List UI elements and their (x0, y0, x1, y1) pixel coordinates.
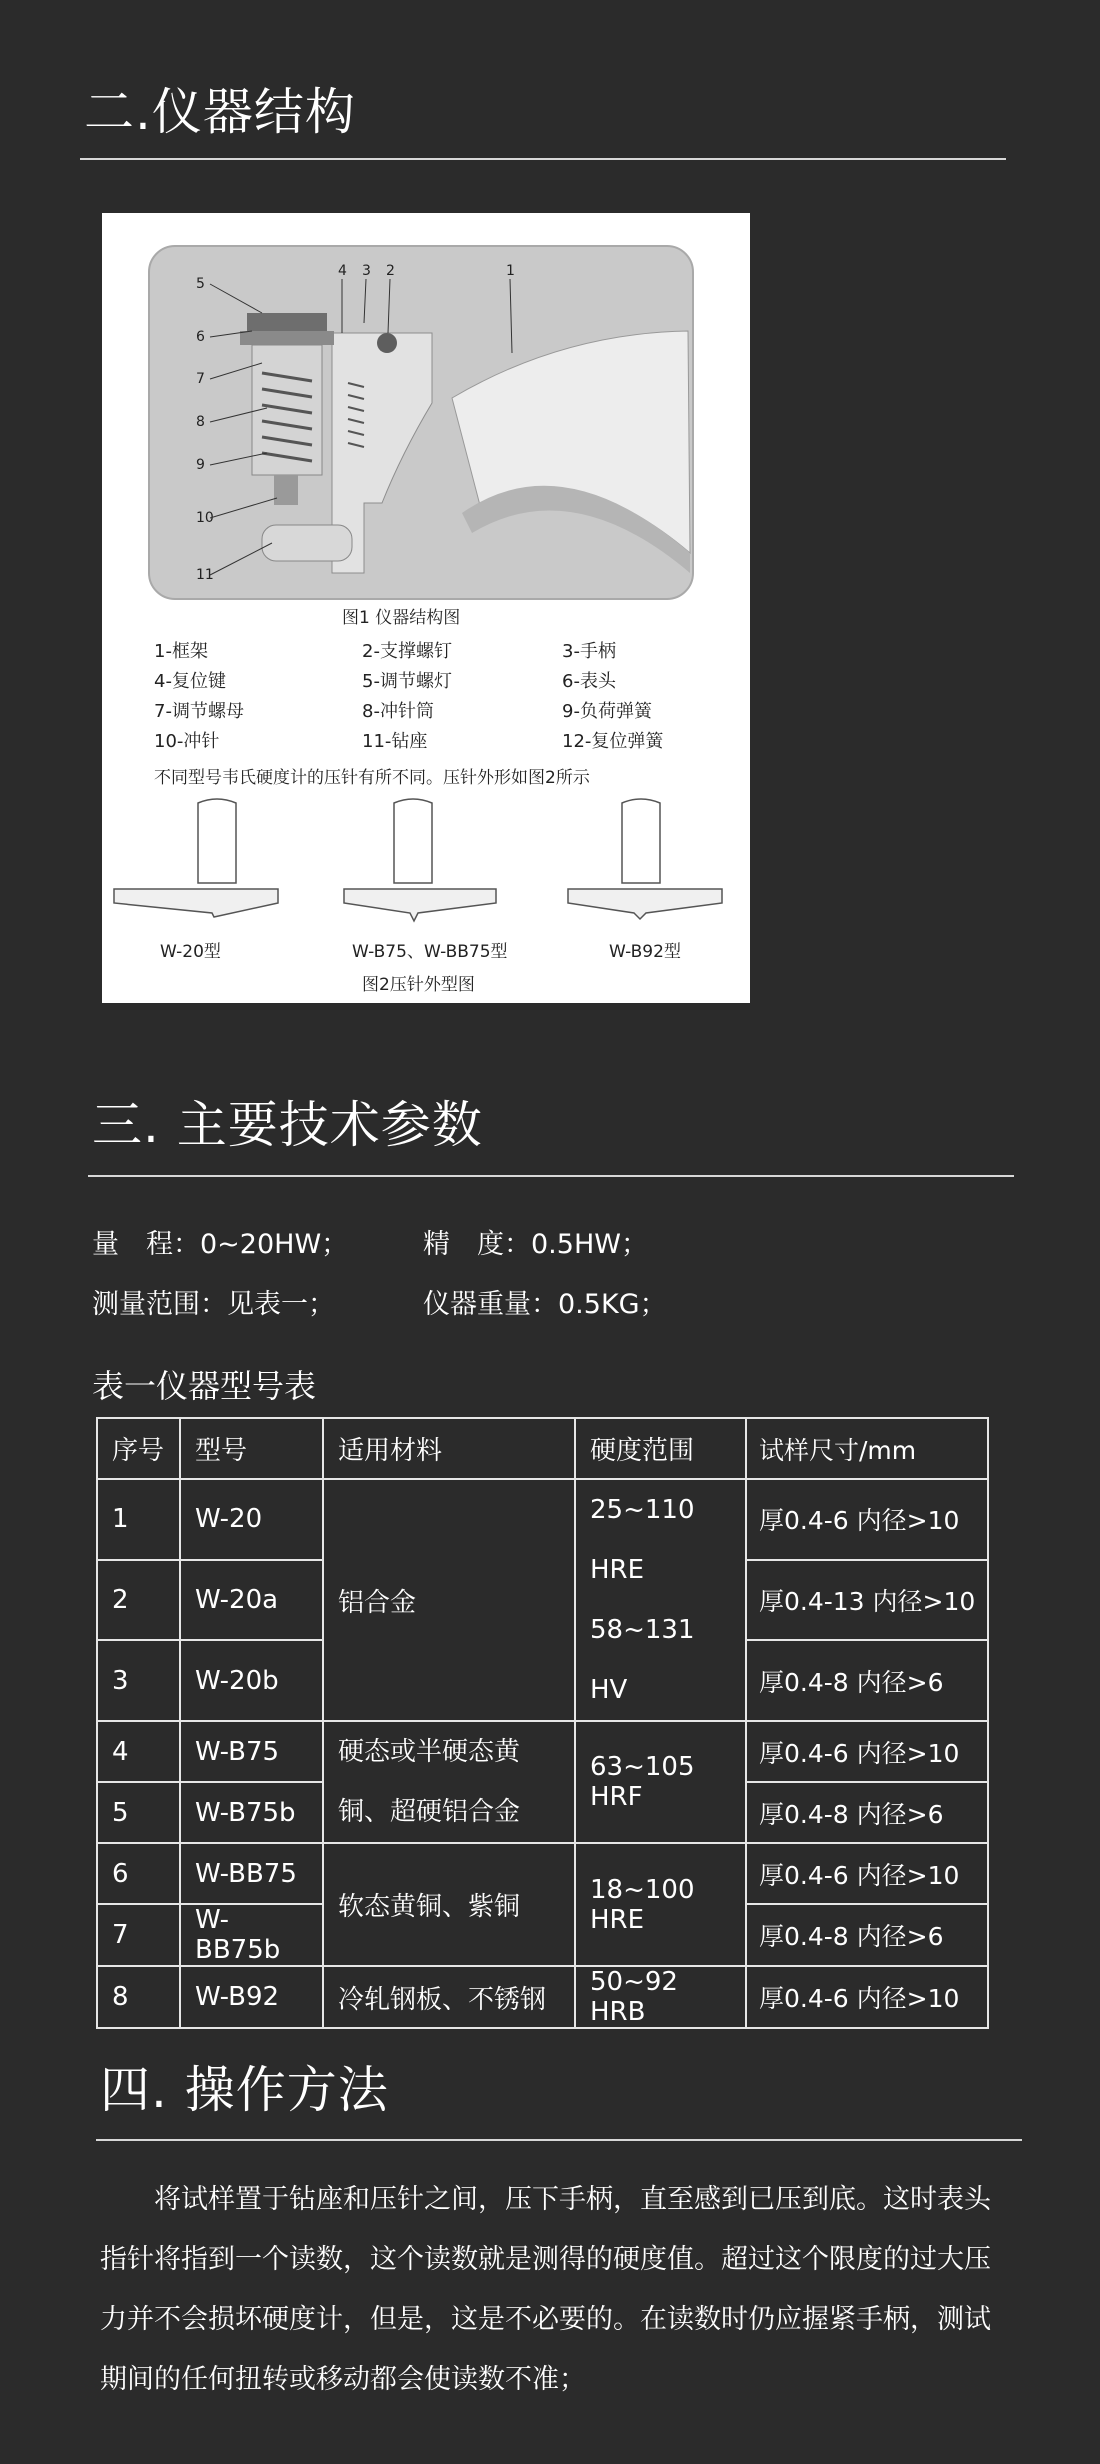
row-id: 1 (97, 1479, 180, 1560)
section-divider (96, 2139, 1022, 2141)
row-size: 厚0.4-8 内径>6 (746, 1782, 988, 1843)
material-line: 硬态或半硬态黄 (338, 1737, 521, 1767)
spec-precision: 精 度：0.5HW； (423, 1229, 648, 1260)
table-row (97, 1479, 988, 1560)
row-size: 厚0.4-8 内径>6 (746, 1904, 988, 1966)
head-cap (247, 313, 327, 331)
part-2: 2-支撑螺钉 (362, 641, 452, 662)
part-8: 8-冲针筒 (362, 701, 434, 722)
section-title-specs: 三. 主要技术参数 (92, 1096, 483, 1154)
table-title: 表一仪器型号表 (92, 1367, 317, 1405)
row-size: 厚0.4-6 内径>10 (746, 1721, 988, 1782)
row-id: 3 (97, 1640, 180, 1721)
row-hardness: 63~105 HRF (575, 1721, 746, 1843)
part-6: 6-表头 (562, 671, 616, 692)
row-size: 厚0.4-13 内径>10 (746, 1560, 988, 1641)
row-id: 6 (97, 1843, 180, 1904)
row-model: W-B75b (180, 1782, 323, 1843)
figure1-caption: 图1 仪器结构图 (342, 608, 461, 628)
figure2-caption: 图2压针外型图 (362, 975, 475, 995)
table-header: 型号 (180, 1418, 323, 1479)
callout-3: 3 (362, 263, 371, 279)
row-size: 厚0.4-8 内径>6 (746, 1640, 988, 1721)
row-hardness: 50~92 HRB (575, 1966, 746, 2028)
part-10: 10-冲针 (154, 731, 220, 752)
row-size: 厚0.4-6 内径>10 (746, 1843, 988, 1904)
row-hardness: 18~100 HRE (575, 1843, 746, 1966)
row-id: 8 (97, 1966, 180, 2028)
spec-weight: 仪器重量：0.5KG； (423, 1289, 667, 1320)
row-material (323, 1721, 575, 1843)
row-material: 软态黄铜、紫铜 (323, 1843, 575, 1966)
part-7: 7-调节螺母 (154, 701, 244, 722)
part-3: 3-手柄 (562, 641, 616, 662)
row-id: 5 (97, 1782, 180, 1843)
callout-7: 7 (196, 371, 205, 387)
table-row (97, 1966, 988, 2028)
needle-shapes (114, 799, 722, 921)
table-header: 试样尺寸/mm (746, 1418, 988, 1479)
row-hardness (575, 1479, 746, 1721)
callout-2: 2 (386, 263, 395, 279)
structure-diagram (102, 213, 750, 1003)
callout-10: 10 (196, 510, 214, 526)
indenter (274, 475, 298, 505)
section-divider (80, 158, 1006, 160)
table-header: 硬度范围 (575, 1418, 746, 1479)
callout-11: 11 (196, 567, 214, 583)
part-5: 5-调节螺灯 (362, 671, 452, 692)
part-1: 1-框架 (154, 641, 208, 662)
support-screw (377, 333, 397, 353)
row-model: W-BB75 (180, 1843, 323, 1904)
operation-paragraph: 将试样置于钻座和压针之间，压下手柄，直至感到已压到底。这时表头指针将指到一个读数，这个读数就是测得的硬度值。超过这个限度的过大压力并不会损坏硬度计，但是，这是不必要的。在读数时仍应握紧手柄，测试期间的任何扭转或移动都会使读数不准； (100, 2184, 991, 2395)
part-9: 9-负荷弹簧 (562, 701, 652, 722)
table-header: 适用材料 (323, 1418, 575, 1479)
row-size: 厚0.4-6 内径>10 (746, 1479, 988, 1560)
callout-4: 4 (338, 263, 347, 279)
part-12: 12-复位弹簧 (562, 731, 664, 752)
row-model: W-B75 (180, 1721, 323, 1782)
row-material: 冷轧钢板、不锈钢 (323, 1966, 575, 2028)
hardness-line: 58~131 HV (590, 1615, 695, 1705)
section-title-structure: 二.仪器结构 (84, 83, 356, 141)
spec-range: 量 程：0~20HW； (92, 1229, 349, 1260)
part-4: 4-复位键 (154, 671, 226, 692)
model-table (96, 1417, 989, 2029)
needle-note: 不同型号韦氏硬度计的压针有所不同。压针外形如图2所示 (154, 768, 590, 788)
row-model: W-B92 (180, 1966, 323, 2028)
row-model: W-20a (180, 1560, 323, 1641)
callout-9: 9 (196, 457, 205, 473)
row-material: 铝合金 (323, 1479, 575, 1721)
needle-label-w20: W-20型 (160, 942, 221, 962)
callout-6: 6 (196, 329, 205, 345)
anvil (262, 525, 352, 561)
section-divider (88, 1175, 1014, 1177)
row-id: 2 (97, 1560, 180, 1641)
table-row (97, 1721, 988, 1782)
callout-1: 1 (506, 263, 515, 279)
hardness-line: 25~110 HRE (590, 1495, 695, 1585)
callout-8: 8 (196, 414, 205, 430)
row-model: W-20 (180, 1479, 323, 1560)
structure-figure (102, 213, 750, 1003)
spec-scope: 测量范围：见表一； (92, 1289, 335, 1320)
row-model: W-20b (180, 1640, 323, 1721)
row-size: 厚0.4-6 内径>10 (746, 1966, 988, 2028)
part-11: 11-钻座 (362, 731, 428, 752)
row-id: 7 (97, 1904, 180, 1966)
row-model: W-BB75b (180, 1904, 323, 1966)
section-title-operation: 四. 操作方法 (100, 2061, 389, 2119)
table-row (97, 1843, 988, 1904)
adjust-nut (240, 331, 334, 345)
needle-label-wb75: W-B75、W-BB75型 (352, 942, 508, 962)
table-header: 序号 (97, 1418, 180, 1479)
table-header-row (97, 1418, 988, 1479)
needle-label-wb92: W-B92型 (609, 942, 681, 962)
callout-5: 5 (196, 276, 205, 292)
material-line: 铜、超硬铝合金 (338, 1797, 521, 1827)
row-id: 4 (97, 1721, 180, 1782)
